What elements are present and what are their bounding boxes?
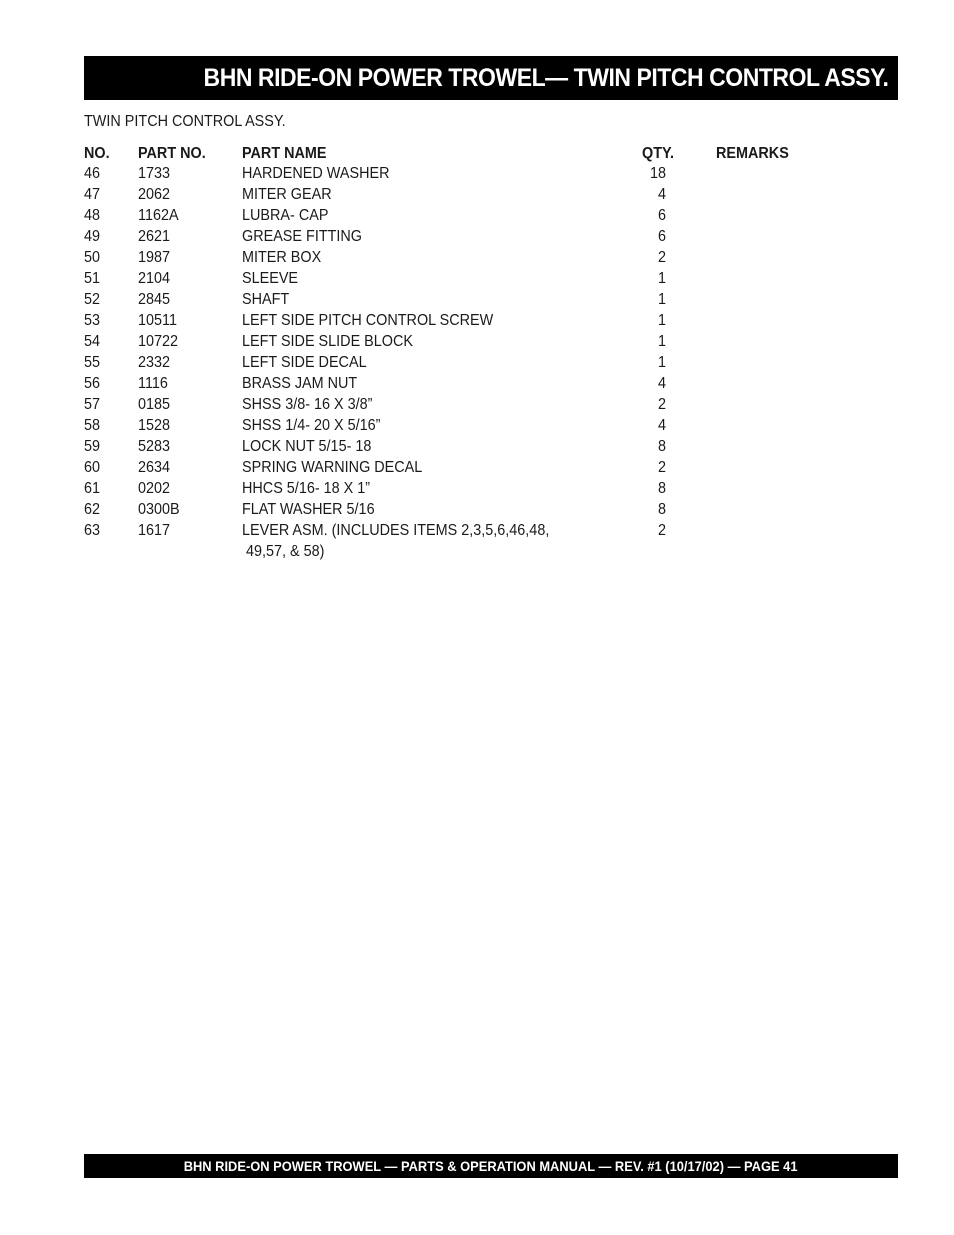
cell-no: 53 <box>84 312 101 329</box>
table-row <box>84 436 884 457</box>
table-row <box>84 205 884 226</box>
page-footer-bar <box>84 1154 898 1178</box>
cell-part-name: HHCS 5/16- 18 X 1” <box>242 480 371 497</box>
cell-part-name: LEVER ASM. (INCLUDES ITEMS 2,3,5,6,46,48, <box>242 522 550 539</box>
cell-no: 57 <box>84 396 101 413</box>
cell-no: 55 <box>84 354 101 371</box>
table-row <box>84 289 884 310</box>
cell-qty: 4 <box>657 186 666 203</box>
cell-part-no: 1162A <box>138 207 179 224</box>
table-row-continuation <box>84 541 884 562</box>
cell-part-name: SHSS 1/4- 20 X 5/16” <box>242 417 381 434</box>
table-row <box>84 268 884 289</box>
cell-qty: 6 <box>657 207 666 224</box>
cell-qty: 18 <box>649 165 666 182</box>
cell-qty: 2 <box>657 396 666 413</box>
table-row <box>84 163 884 184</box>
parts-table <box>84 143 884 562</box>
cell-qty: 4 <box>657 417 666 434</box>
table-row <box>84 310 884 331</box>
cell-part-no: 0300B <box>138 501 180 518</box>
cell-no: 51 <box>84 270 101 287</box>
cell-qty: 1 <box>657 270 666 287</box>
column-header-part-no: PART NO. <box>138 145 206 162</box>
cell-part-name: MITER BOX <box>242 249 322 266</box>
table-row <box>84 352 884 373</box>
column-header-no: NO. <box>84 145 110 162</box>
cell-no: 49 <box>84 228 101 245</box>
cell-no: 60 <box>84 459 101 476</box>
footer-text: BHN RIDE-ON POWER TROWEL — PARTS & OPERATION MANUAL — REV. #1 (10/17/02) — PAGE 41 <box>184 1158 798 1174</box>
cell-qty: 2 <box>657 249 666 266</box>
table-row <box>84 394 884 415</box>
cell-part-no: 2062 <box>138 186 171 203</box>
cell-part-no: 2332 <box>138 354 171 371</box>
cell-part-no: 0202 <box>138 480 171 497</box>
cell-no: 58 <box>84 417 101 434</box>
table-row <box>84 478 884 499</box>
cell-no: 56 <box>84 375 101 392</box>
column-header-remarks: REMARKS <box>716 145 789 162</box>
cell-no: 48 <box>84 207 101 224</box>
table-row <box>84 373 884 394</box>
cell-qty: 8 <box>657 501 666 518</box>
cell-part-no: 1987 <box>138 249 171 266</box>
cell-part-name: GREASE FITTING <box>242 228 363 245</box>
table-row <box>84 247 884 268</box>
cell-part-name: FLAT WASHER 5/16 <box>242 501 375 518</box>
cell-qty: 1 <box>657 333 666 350</box>
table-row <box>84 415 884 436</box>
cell-part-name: BRASS JAM NUT <box>242 375 358 392</box>
table-row <box>84 457 884 478</box>
cell-part-no: 2104 <box>138 270 171 287</box>
section-title: TWIN PITCH CONTROL ASSY. <box>84 113 286 130</box>
cell-no: 62 <box>84 501 101 518</box>
cell-part-no: 10511 <box>138 312 177 329</box>
page-title: BHN RIDE-ON POWER TROWEL— TWIN PITCH CONTROL ASSY. <box>203 63 888 92</box>
cell-qty: 8 <box>657 480 666 497</box>
cell-qty: 1 <box>657 291 666 308</box>
cell-part-no: 0185 <box>138 396 171 413</box>
cell-part-no: 5283 <box>138 438 171 455</box>
cell-qty: 2 <box>657 459 666 476</box>
cell-no: 52 <box>84 291 101 308</box>
cell-part-name: SPRING WARNING DECAL <box>242 459 423 476</box>
cell-part-name: HARDENED WASHER <box>242 165 390 182</box>
table-row <box>84 226 884 247</box>
cell-part-no: 10722 <box>138 333 179 350</box>
cell-part-name: SHSS 3/8- 16 X 3/8” <box>242 396 373 413</box>
table-row <box>84 331 884 352</box>
cell-part-no: 1116 <box>138 375 168 392</box>
cell-part-no: 1733 <box>138 165 171 182</box>
table-row <box>84 184 884 205</box>
page-header-bar <box>84 56 898 100</box>
cell-part-no: 1617 <box>138 522 171 539</box>
cell-part-name: LEFT SIDE DECAL <box>242 354 367 371</box>
column-header-qty: QTY. <box>642 145 675 162</box>
table-body <box>84 163 884 541</box>
cell-qty: 4 <box>657 375 666 392</box>
cell-no: 50 <box>84 249 101 266</box>
cell-no: 59 <box>84 438 101 455</box>
cell-part-no: 2621 <box>138 228 171 245</box>
cell-part-name: SLEEVE <box>242 270 299 287</box>
table-row <box>84 499 884 520</box>
cell-qty: 2 <box>657 522 666 539</box>
cell-no: 61 <box>84 480 101 497</box>
cell-no: 47 <box>84 186 101 203</box>
cell-qty: 1 <box>657 354 666 371</box>
cell-part-name: LUBRA- CAP <box>242 207 329 224</box>
cell-part-name: LOCK NUT 5/15- 18 <box>242 438 372 455</box>
continuation-text: 49,57, & 58) <box>246 543 325 560</box>
cell-part-name: SHAFT <box>242 291 290 308</box>
table-header-row <box>84 143 884 163</box>
cell-part-name: LEFT SIDE SLIDE BLOCK <box>242 333 413 350</box>
cell-part-name: MITER GEAR <box>242 186 332 203</box>
cell-qty: 1 <box>657 312 666 329</box>
cell-qty: 8 <box>657 438 666 455</box>
column-header-part-name: PART NAME <box>242 145 327 162</box>
cell-part-no: 2845 <box>138 291 171 308</box>
cell-no: 46 <box>84 165 101 182</box>
cell-no: 54 <box>84 333 101 350</box>
cell-qty: 6 <box>657 228 666 245</box>
table-row <box>84 520 884 541</box>
cell-part-name: LEFT SIDE PITCH CONTROL SCREW <box>242 312 494 329</box>
cell-no: 63 <box>84 522 101 539</box>
cell-part-no: 2634 <box>138 459 171 476</box>
cell-part-no: 1528 <box>138 417 171 434</box>
